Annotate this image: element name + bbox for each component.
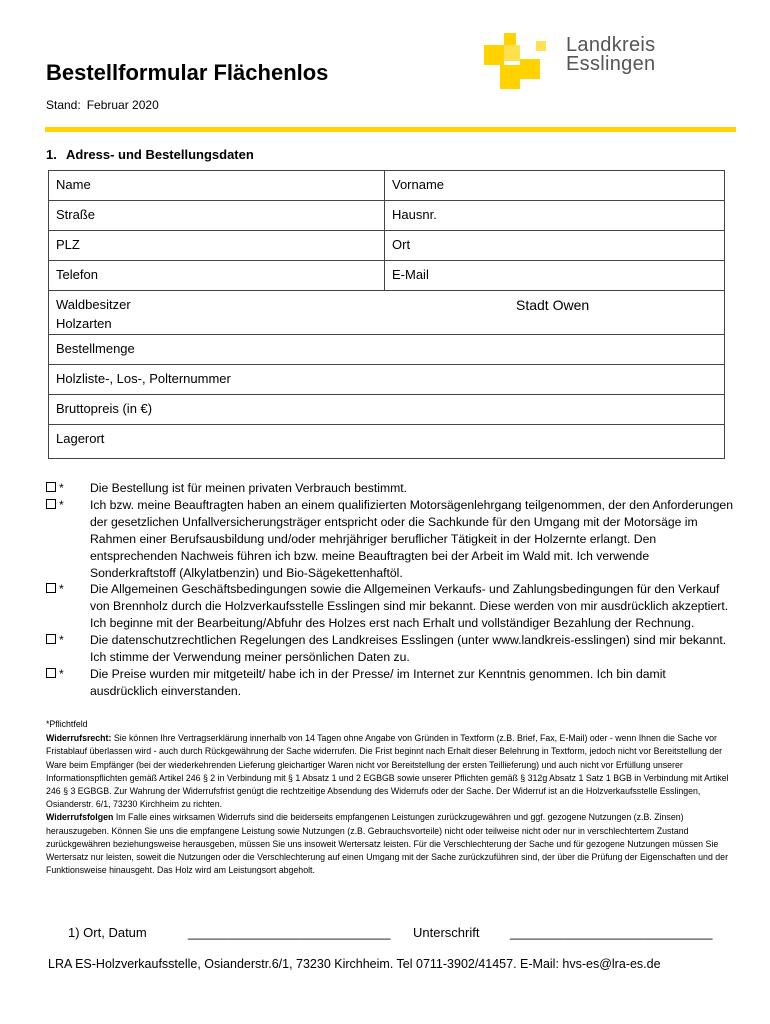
stand-label: Stand: (46, 98, 81, 112)
checkbox[interactable] (46, 668, 56, 678)
yellow-divider (45, 127, 736, 132)
vorname-field[interactable] (385, 171, 725, 201)
required-mark: * (59, 666, 64, 681)
logo-text-landkreis: Landkreis (566, 34, 656, 56)
name-label: Name (56, 177, 91, 192)
waldbesitzer-field[interactable] (49, 291, 725, 335)
landkreis-logo (484, 33, 674, 93)
required-mark: * (59, 481, 64, 495)
unterschrift-line[interactable]: ____________________________ (510, 925, 713, 940)
bestellmenge-label: Bestellmenge (56, 341, 135, 356)
widerrufsrecht-text: Sie können Ihre Vertragserklärung innerhalb von 14 Tagen ohne Angabe von Gründen in Textform (z.B. Brief, Fax, E-Mail) oder - wenn Ihnen die Sache vor Fristablauf überlassen wird - auch durch Rückgewährung der Sache widerrufen. Die Frist beginnt nach Erhalt dieser Belehrung in Textform, jedoch nicht vor Bereitstellung der Ware beim Empfänger (bei der wiederkehrenden Lieferung gleichartiger Waren nicht vor Bereitstellung der ersten Teillieferung) und auch nicht vor Erfüllung unserer Informationspflichten gemäß Artikel 246 § 2 in Verbindung mit § 1 Absatz 1 und 2 EGBGB sowie unserer Pflichten gemäß § 312g Absatz 1 Satz 1 BGB in Verbindung mit Artikel 246 § 3 EGBGB. Zur Wahrung der Widerrufsfrist genügt die rechtzeitige Absendung des Widerrufs oder der Sache. Der Widerruf ist an die Holzverkaufsstelle Esslingen, Osianderstr. 6/1, 73230 Kirchheim zu richten. (46, 733, 729, 810)
waldbesitzer-label: Waldbesitzer (56, 297, 131, 312)
checkbox[interactable] (46, 499, 56, 509)
ort-field[interactable] (385, 231, 725, 261)
consent-text: Die Preise wurden mir mitgeteilt/ habe ich in der Presse/ im Internet zur Kenntnis genommen. Ich bin damit ausdrücklich einverstanden. (90, 666, 666, 698)
telefon-field[interactable] (49, 261, 385, 291)
required-mark: * (59, 497, 64, 512)
widerrufsrecht-paragraph (46, 732, 734, 811)
section-title: Adress- und Bestellungsdaten (66, 147, 254, 162)
strasse-label: Straße (56, 207, 96, 222)
checkbox[interactable] (46, 482, 56, 492)
consent-item (46, 480, 736, 497)
checkbox[interactable] (46, 583, 56, 593)
widerrufsfolgen-label: Widerrufsfolgen (46, 812, 114, 823)
consent-item (46, 666, 736, 700)
footer-contact: LRA ES-Holzverkaufsstelle, Osianderstr.6/1, 73230 Kirchheim. Tel 0711-3902/41457. E-Mail: hvs-es@lra-es.de (48, 957, 661, 971)
holzliste-label: Holzliste-, Los-, Polternummer (56, 371, 231, 386)
pflichtfeld-note: *Pflichtfeld (46, 719, 88, 729)
bruttopreis-field[interactable] (49, 395, 725, 425)
section-number: 1. (46, 147, 57, 162)
strasse-field[interactable] (49, 201, 385, 231)
widerrufsfolgen-text: Im Falle eines wirksamen Widerrufs sind die beiderseits empfangenen Leistungen zurückzugewähren und ggf. gezogene Nutzungen (z.B. Zinsen) herauszugeben. Können Sie uns die empfangene Leistung sowie Nutzungen (z.B. Gebrauchsvorteile) nicht oder teilweise nicht oder nur in verschlechtertem Zustand zurückgewähren beziehungsweise herausgeben, müssen Sie uns insoweit Wertersatz leisten. Für die Verschlechterung der Sache und für gezogene Nutzungen müssen Sie Wertersatz nur leisten, soweit die Nutzungen oder die Verschlechterung auf einen Umgang mit der Sache zurückzuführen sind, der über die Prüfung der Eigenschaften und der Funktionsweise hinausgeht. Das Holz wird am Leistungsort abgeholt. (46, 812, 728, 876)
ort-datum-line[interactable]: ____________________________ (188, 925, 391, 940)
bruttopreis-label: Bruttopreis (in €) (56, 401, 153, 416)
bestellmenge-field[interactable] (49, 335, 725, 365)
consent-text: Die Bestellung ist für meinen privaten Verbrauch bestimmt. (90, 481, 408, 495)
unterschrift-label: Unterschrift (413, 925, 480, 940)
consent-text: Die Allgemeinen Geschäftsbedingungen sowie die Allgemeinen Verkaufs- und Zahlungsbedingungen für den Verkauf von Brennholz durch die Holzverkaufsstelle Esslingen sind mir bekannt. Diese werden von mir ausdrücklich akzeptiert. Ich beginne mit der Bearbeitung/Abfuhr des Holzes erst nach Erhalt und vollständiger Bezahlung der Rechnung. (90, 582, 729, 631)
consent-item (46, 497, 736, 582)
stand-value: Februar 2020 (86, 98, 159, 112)
plz-field[interactable] (49, 231, 385, 261)
page-title: Bestellformular Flächenlos (46, 60, 329, 85)
order-form-table (48, 170, 725, 459)
vorname-label: Vorname (392, 177, 445, 192)
required-mark: * (59, 633, 64, 648)
section-heading (46, 147, 254, 162)
consent-text: Die datenschutzrechtlichen Regelungen des Landkreises Esslingen (unter www.landkreis-esslingen) sind mir bekannt. Ich stimme der Verwendung meiner persönlichen Daten zu. (90, 633, 727, 665)
stand-line (46, 98, 159, 112)
checkbox[interactable] (46, 634, 56, 644)
telefon-label: Telefon (56, 267, 98, 282)
email-label: E-Mail (392, 267, 429, 282)
name-field[interactable] (49, 171, 385, 201)
lagerort-field[interactable] (49, 425, 725, 459)
holzarten-label: Holzarten (56, 316, 112, 331)
required-mark: * (59, 582, 64, 597)
ort-datum-label: 1) Ort, Datum (68, 925, 147, 940)
widerrufsrecht-label: Widerrufsrecht: (46, 733, 112, 744)
legal-text (46, 718, 734, 877)
consent-text: Ich bzw. meine Beauftragten haben an einem qualifizierten Motorsägenlehrgang teilgenommen, der den Anforderungen der gesetzlichen Unfallversicherungsträger entspricht oder die Sachkunde für den Umgang mit der Motorsäge im Rahmen einer Berufsausbildung und/oder mehrjähriger beruflicher Tätigkeit in der Holzernte erlangt. Den entsprechenden Nachweis führen ich bzw. meine Beauftragten bei der Arbeit im Wald mit. Ich verwende Sonderkraftstoff (Alkylatbenzin) und Bio-Sägekettenhaftöl. (90, 497, 733, 580)
ort-label: Ort (392, 237, 411, 252)
hausnr-label: Hausnr. (392, 207, 437, 222)
consent-checklist (46, 480, 736, 700)
lagerort-label: Lagerort (56, 431, 105, 446)
consent-item (46, 581, 736, 632)
logo-text-esslingen: Esslingen (566, 53, 656, 75)
hausnr-field[interactable] (385, 201, 725, 231)
email-field[interactable] (385, 261, 725, 291)
plz-label: PLZ (56, 237, 80, 252)
consent-item (46, 632, 736, 666)
holzliste-field[interactable] (49, 365, 725, 395)
waldbesitzer-value: Stadt Owen (516, 297, 590, 313)
widerrufsfolgen-paragraph (46, 811, 734, 877)
